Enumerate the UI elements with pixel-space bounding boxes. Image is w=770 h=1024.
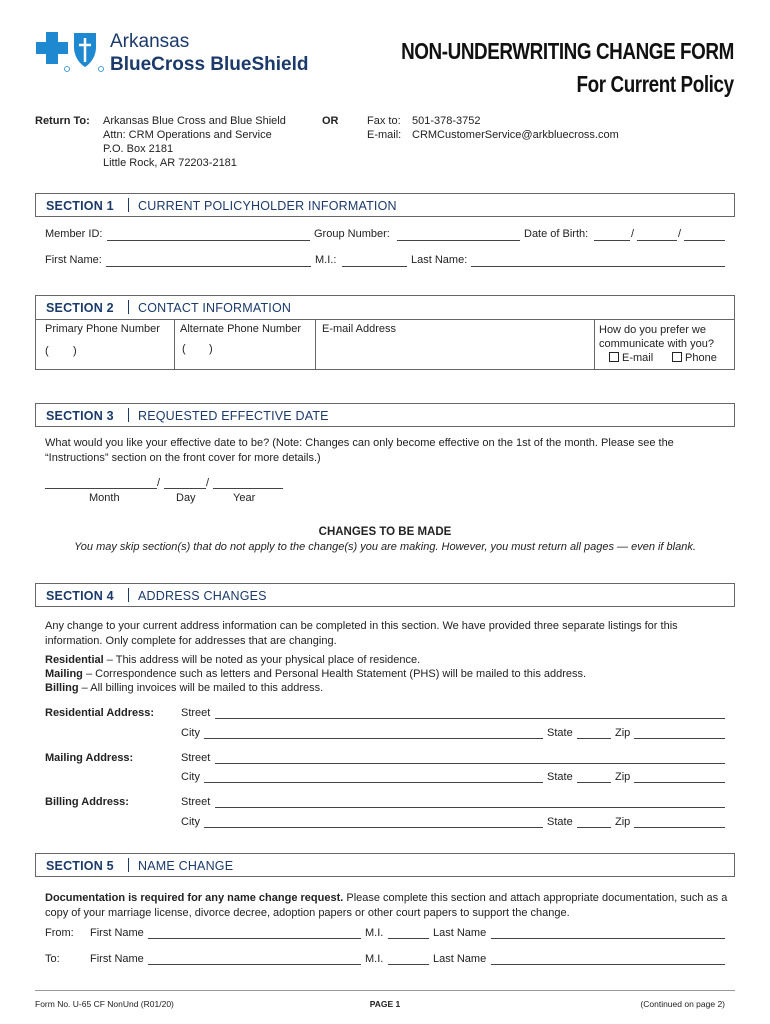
email-address-field[interactable] — [322, 338, 588, 364]
dob-month-field[interactable] — [594, 240, 630, 241]
zip-label: Zip — [615, 771, 631, 783]
phone-option-label: Phone — [685, 352, 717, 364]
to-mi-field[interactable] — [388, 964, 429, 965]
divider — [128, 198, 129, 212]
fax-label: Fax to: — [367, 115, 401, 127]
section-number: SECTION 4 — [46, 589, 114, 603]
alternate-phone-label: Alternate Phone Number — [180, 323, 302, 335]
mailing-address-label: Mailing Address: — [45, 752, 134, 764]
phone-paren-close: ) — [209, 343, 213, 355]
last-name-label: Last Name — [433, 927, 487, 939]
mailing-state-field[interactable] — [577, 782, 611, 783]
brand-name-line2: BlueCross BlueShield — [110, 54, 309, 75]
brand-logo — [34, 28, 104, 74]
zip-label: Zip — [615, 816, 631, 828]
email-value: CRMCustomerService@arkbluecross.com — [412, 129, 619, 141]
divider — [128, 408, 129, 422]
form-title: NON-UNDERWRITING CHANGE FORM — [401, 38, 734, 64]
group-number-label: Group Number: — [314, 228, 390, 240]
section-number: SECTION 1 — [46, 199, 114, 213]
to-last-name-field[interactable] — [491, 964, 725, 965]
section-5-header — [35, 853, 735, 877]
date-slash: / — [157, 477, 161, 489]
effective-date-question: What would you like your effective date to be? (Note: Changes can only become effective on the 1st of the month. Please see the “Instructions” section on the front cover for more details.) — [45, 437, 674, 464]
day-caption: Day — [176, 492, 196, 504]
first-name-label: First Name — [90, 953, 144, 965]
footer-rule — [35, 990, 735, 991]
state-label: State — [547, 727, 573, 739]
section-number: SECTION 3 — [46, 409, 114, 423]
section-4-header — [35, 583, 735, 607]
state-label: State — [547, 771, 573, 783]
divider — [128, 300, 129, 314]
billing-zip-field[interactable] — [634, 827, 725, 828]
group-number-field[interactable] — [397, 240, 520, 241]
continued-note: (Continued on page 2) — [640, 999, 725, 1009]
month-caption: Month — [89, 492, 120, 504]
dob-label: Date of Birth: — [524, 228, 589, 240]
mailing-zip-field[interactable] — [634, 782, 725, 783]
last-name-field[interactable] — [471, 266, 725, 267]
residential-city-field[interactable] — [204, 738, 543, 739]
mailing-term: Mailing — [45, 668, 83, 680]
to-label: To: — [45, 953, 60, 965]
email-label: E-mail: — [367, 129, 402, 141]
return-address-line: P.O. Box 2181 — [103, 143, 174, 155]
to-first-name-field[interactable] — [148, 964, 361, 965]
residential-address-label: Residential Address: — [45, 707, 155, 719]
return-address-line: Arkansas Blue Cross and Blue Shield — [103, 115, 286, 127]
from-last-name-field[interactable] — [491, 938, 725, 939]
billing-desc: – All billing invoices will be mailed to this address. — [78, 682, 324, 694]
mi-label: M.I.: — [315, 254, 337, 266]
section-title: CONTACT INFORMATION — [138, 301, 292, 315]
divider — [315, 319, 316, 370]
brand-name-line1: Arkansas — [110, 31, 190, 52]
mailing-definition — [45, 668, 586, 680]
divider — [128, 858, 129, 872]
name-change-instructions — [45, 891, 730, 920]
last-name-label: Last Name: — [411, 254, 468, 266]
residential-definition — [45, 654, 420, 666]
street-label: Street — [181, 796, 211, 808]
from-first-name-field[interactable] — [148, 938, 361, 939]
documentation-details: Please complete this section and attach appropriate documentation, such as a copy of your marriage license, divorce decree, adoption papers or other court papers to support the change. — [45, 892, 728, 919]
billing-address-label: Billing Address: — [45, 796, 129, 808]
effective-month-field[interactable] — [45, 488, 157, 489]
documentation-required: Documentation is required for any name change request. — [45, 892, 344, 904]
member-id-label: Member ID: — [45, 228, 103, 240]
dob-slash: / — [678, 228, 682, 240]
email-address-label: E-mail Address — [322, 323, 396, 335]
city-label: City — [181, 816, 200, 828]
residential-street-field[interactable] — [215, 718, 725, 719]
street-label: Street — [181, 707, 211, 719]
email-option-label: E-mail — [622, 352, 654, 364]
section-3-header — [35, 403, 735, 427]
effective-year-field[interactable] — [213, 488, 283, 489]
divider — [128, 588, 129, 602]
last-name-label: Last Name — [433, 953, 487, 965]
or-label: OR — [322, 115, 339, 127]
residential-zip-field[interactable] — [634, 738, 725, 739]
phone-option[interactable] — [672, 352, 717, 364]
form-subtitle: For Current Policy — [576, 71, 734, 97]
return-address-line: Attn: CRM Operations and Service — [103, 129, 272, 141]
page-number: PAGE 1 — [369, 999, 401, 1009]
street-label: Street — [181, 752, 211, 764]
section-number: SECTION 5 — [46, 859, 114, 873]
phone-paren-open: ( — [182, 343, 186, 355]
phone-paren-open: ( — [45, 345, 49, 357]
email-checkbox[interactable] — [609, 352, 619, 362]
dob-slash: / — [631, 228, 635, 240]
form-number: Form No. U-65 CF NonUnd (R01/20) — [35, 999, 174, 1009]
primary-phone-field[interactable] — [82, 340, 170, 360]
year-caption: Year — [233, 492, 256, 504]
billing-street-field[interactable] — [215, 807, 725, 808]
bluecross-blueshield-icon — [34, 28, 104, 74]
changes-heading: CHANGES TO BE MADE — [318, 526, 452, 538]
mailing-street-field[interactable] — [215, 763, 725, 764]
return-to-label: Return To: — [35, 115, 90, 127]
mi-label: M.I. — [365, 927, 384, 939]
section-1-header — [35, 193, 735, 217]
primary-phone-label: Primary Phone Number — [45, 323, 160, 335]
email-option[interactable] — [609, 352, 653, 364]
phone-checkbox[interactable] — [672, 352, 682, 362]
communication-preference-label: How do you prefer we communicate with you? — [599, 324, 714, 350]
date-slash: / — [206, 477, 210, 489]
mi-field[interactable] — [342, 266, 407, 267]
section-title: ADDRESS CHANGES — [138, 589, 267, 603]
divider — [174, 319, 175, 370]
member-id-field[interactable] — [107, 240, 310, 241]
billing-term: Billing — [45, 682, 79, 694]
city-label: City — [181, 727, 200, 739]
zip-label: Zip — [615, 727, 631, 739]
mailing-city-field[interactable] — [204, 782, 543, 783]
address-intro: Any change to your current address information can be completed in this section. We have provided three separate listings for this information. Only complete for addresses that are changing. — [45, 620, 678, 647]
residential-state-field[interactable] — [577, 738, 611, 739]
billing-definition — [45, 682, 323, 694]
divider — [594, 319, 595, 370]
billing-city-field[interactable] — [204, 827, 543, 828]
changes-note: You may skip section(s) that do not apply to the change(s) you are making. However, you must return all pages — even if blank. — [74, 541, 696, 553]
residential-term: Residential — [45, 654, 104, 666]
alternate-phone-field[interactable] — [218, 340, 310, 360]
mi-label: M.I. — [365, 953, 384, 965]
return-address-line: Little Rock, AR 72203-2181 — [103, 157, 237, 169]
section-2-header — [35, 295, 735, 320]
first-name-field[interactable] — [106, 266, 311, 267]
first-name-label: First Name — [90, 927, 144, 939]
first-name-label: First Name: — [45, 254, 102, 266]
section-title: REQUESTED EFFECTIVE DATE — [138, 409, 329, 423]
city-label: City — [181, 771, 200, 783]
effective-day-field[interactable] — [164, 488, 206, 489]
dob-day-field[interactable] — [637, 240, 677, 241]
section-title: CURRENT POLICYHOLDER INFORMATION — [138, 199, 397, 213]
billing-state-field[interactable] — [577, 827, 611, 828]
phone-paren-close: ) — [73, 345, 77, 357]
residential-desc: – This address will be noted as your physical place of residence. — [103, 654, 421, 666]
dob-year-field[interactable] — [684, 240, 725, 241]
state-label: State — [547, 816, 573, 828]
section-title: NAME CHANGE — [138, 859, 234, 873]
mailing-desc: – Correspondence such as letters and Personal Health Statement (PHS) will be mailed to this address. — [82, 668, 587, 680]
fax-value: 501-378-3752 — [412, 115, 481, 127]
section-number: SECTION 2 — [46, 301, 114, 315]
from-label: From: — [45, 927, 74, 939]
from-mi-field[interactable] — [388, 938, 429, 939]
